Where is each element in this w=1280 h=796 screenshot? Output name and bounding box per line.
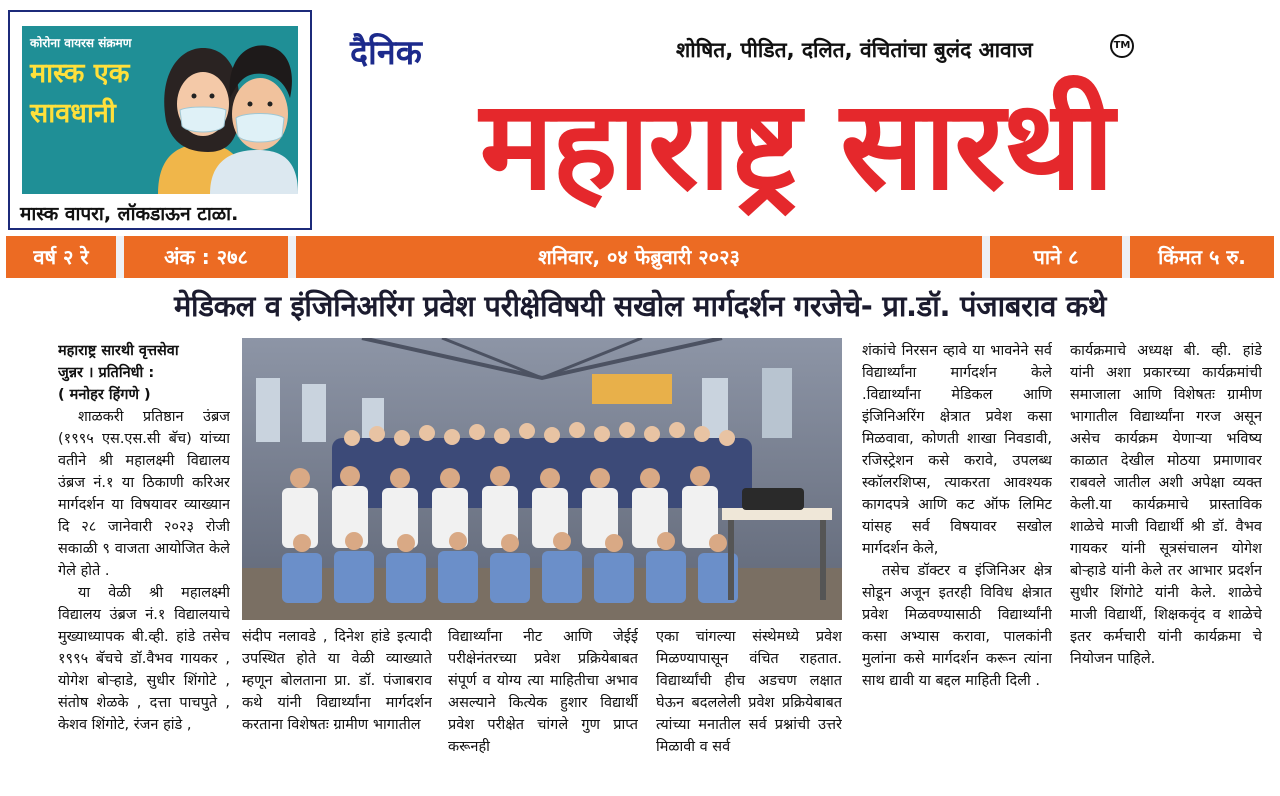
article-paragraph: कार्यक्रमाचे अध्यक्ष बी. व्ही. हांडे यांनी अशा प्रकारच्या कार्यक्रमांची समाजाला आणि विशेषतः ग्रामीण भागातील विद्यार्थ्यांना गरज असून असेच कार्यक्रम येणाऱ्या भविष्य काळात देखील मोठया प्रमाणावर राबवले जातील अशी अपेक्षा व्यक्त केली.या कार्यक्रमाचे प्रास्ताविक शाळेचे माजी विद्यार्थी श्री डॉ. वैभव गायकर यांनी सूत्रसंचालन योगेश बोऱ्हाडे यांनी केले तर आभार प्रदर्शन सुधीर शिंगोटे यांनी केले. शाळेचे माजी विद्यार्थी, शिक्षकवृंद व शाळेचे इतर कर्मचारी यांनी कार्यक्रमा चे नियोजन पाहिले. xyxy=(1070,343,1262,667)
article-column-1 xyxy=(58,340,230,782)
article-paragraph: विद्यार्थ्यांना नीट आणि जेईई परीक्षेनंतरच्या प्रवेश प्रक्रियेबाबत संपूर्ण व योग्य त्या माहितीचा अभाव असल्याने कित्येक हुशार विद्यार्थी प्रवेश परीक्षेत चांगले गुण प्राप्त करूनही xyxy=(448,629,638,755)
price-label: किंमत ५ रु. xyxy=(1130,236,1274,278)
ad-headline-line1: मास्क एक xyxy=(30,58,130,89)
article-column-5 xyxy=(862,340,1052,782)
ad-caption: मास्क वापरा, लॉकडाऊन टाळा. xyxy=(20,203,239,225)
covid-ad-box xyxy=(8,10,312,230)
article-column-3 xyxy=(448,626,638,782)
article-headline: मेडिकल व इंजिनिअरिंग प्रवेश परीक्षेविषयी सखोल मार्गदर्शन गरजेचे- प्रा.डॉ. पंजाबराव कथे xyxy=(173,289,1107,323)
article-paragraph: शाळकरी प्रतिष्ठान उंब्रज (१९९५ एस.एस.सी बॅच) यांच्या वतीने श्री महालक्ष्मी विद्यालय उंब्रज नं.१ या ठिकाणी करिअर मार्गदर्शन या विषयावर व्याख्यान दि २८ जानेवारी २०२३ रोजी सकाळी ९ वाजता आयोजित केले गेले होते . xyxy=(58,409,230,579)
issue-number: अंक : २७८ xyxy=(124,236,288,278)
covid-ad-banner xyxy=(22,26,298,194)
article-column-6 xyxy=(1070,340,1262,782)
byline-reporter: ( मनोहर हिंगणे ) xyxy=(58,387,151,403)
newspaper-title: महाराष्ट्र सारथी xyxy=(479,74,1113,218)
masked-people-illustration xyxy=(148,26,298,194)
article-column-4 xyxy=(656,626,842,782)
issue-info-bar xyxy=(6,236,1274,278)
ad-headline-line2: सावधानी xyxy=(30,98,116,129)
article-paragraph: या वेळी श्री महालक्ष्मी विद्यालय उंब्रज नं.१ विद्यालयाचे मुख्याध्यापक बी.व्ही. हांडे तसेच १९९५ बॅचचे डॉ.वैभव गायकर , योगेश बोऱ्हाडे, सुधीर शिंगोटे , संतोष शेळके , दत्ता पाचपुते , केशव शिंगोटे, रंजन हांडे , xyxy=(58,585,230,733)
article-paragraph: तसेच डॉक्टर व इंजिनिअर क्षेत्र सोडून अजून इतरही विविध क्षेत्रात प्रवेश मिळवण्यासाठी विद्यार्थ्यांनी कसा अभ्यास करावा, पालकांनी मुलांना कसे मार्गदर्शन करून त्यांना साथ द्यावी या बद्दल माहिती दिली . xyxy=(862,563,1052,689)
article-paragraph: एका चांगल्या संस्थेमध्ये प्रवेश मिळण्यापासून वंचित राहतात. विद्यार्थ्यांची हीच अडचण लक्षात घेऊन बदललेली प्रवेश प्रक्रियेबाबत त्यांच्या मनातील सर्व प्रश्नांची उत्तरे मिळावी व सर्व xyxy=(656,629,842,755)
article-paragraph: शंकांचे निरसन व्हावे या भावनेने सर्व विद्यार्थ्यांना मार्गदर्शन केले .विद्यार्थ्यांना मेडिकल आणि इंजिनिअरिंग क्षेत्रात प्रवेश कसा मिळवावा, कोणती शाखा निवडावी, रजिस्ट्रेशन कसे करावे, उपलब्ध स्कॉलरशिप्स, त्याकरता आवश्यक कागदपत्रे आणि कट ऑफ लिमिट यांसह सर्व विषयावर सखोल मार्गदर्शन केले, xyxy=(862,343,1052,557)
year-label: वर्ष २ रे xyxy=(6,236,116,278)
article-column-2 xyxy=(242,626,432,782)
dainik-label: दैनिक xyxy=(350,33,422,73)
byline-agency: महाराष्ट्र सारथी वृत्तसेवा xyxy=(58,343,179,359)
issue-date: शनिवार, ०४ फेब्रुवारी २०२३ xyxy=(296,236,982,278)
masthead-tagline: शोषित, पीडित, दलित, वंचितांचा बुलंद आवाज xyxy=(676,38,1033,62)
trademark-badge: TM xyxy=(1110,34,1134,58)
article-paragraph: संदीप नलावडे , दिनेश हांडे इत्यादी उपस्थित होते या वेळी व्याख्याते म्हणून बोलताना प्रा. डॉ. पंजाबराव कथे यांनी विद्यार्थ्यांना मार्गदर्शन करताना विशेषतः ग्रामीण भागातील xyxy=(242,629,432,733)
ad-small-text: कोरोना वायरस संक्रमण xyxy=(30,36,132,50)
event-group-photo xyxy=(242,338,842,620)
page-count: पाने ८ xyxy=(990,236,1122,278)
byline-location: जुन्नर । प्रतिनिधी : xyxy=(58,365,155,381)
